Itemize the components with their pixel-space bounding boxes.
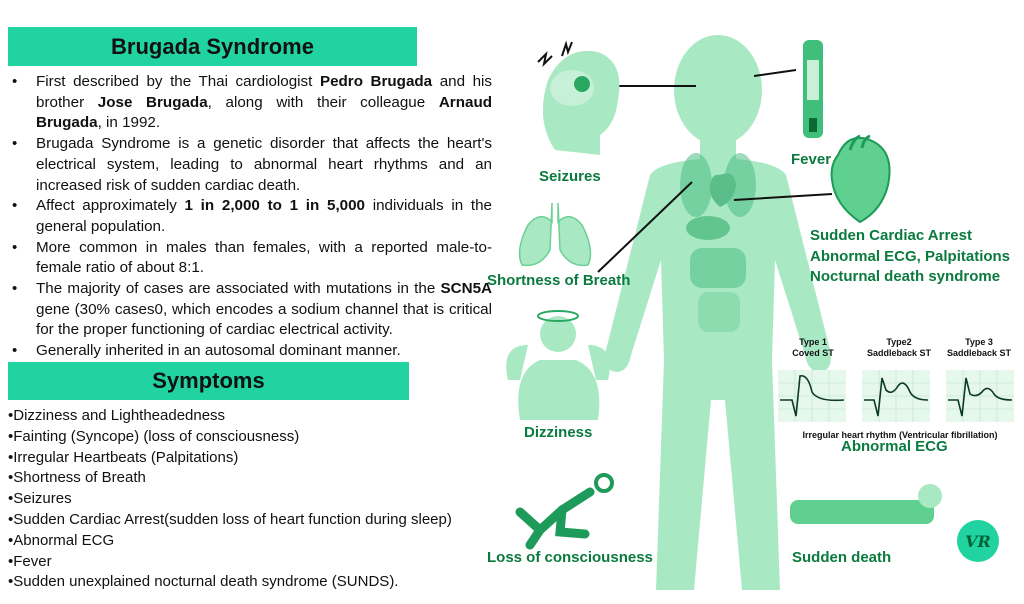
- intro-item: • Affect approximately 1 in 2,000 to 1 in 5,000 individuals in the general population.: [10, 196, 492, 237]
- irregular-rhythm-caption: Irregular heart rhythm (Ventricular fibrillation): [802, 430, 998, 440]
- symptom-item: •Fainting (Syncope) (loss of consciousness): [8, 427, 300, 445]
- intro-item: • Brugada Syndrome is a genetic disorder that affects the heart's electrical system, leading to abnormal heart rhythms and an increased risk of sudden cardiac death.: [10, 134, 492, 196]
- dizzy-person-icon: [506, 311, 610, 420]
- symptom-item: •Abnormal ECG: [8, 531, 115, 549]
- symptoms-title: Symptoms: [152, 368, 265, 393]
- page-title: Brugada Syndrome: [111, 33, 314, 59]
- label-sudden-death: Sudden death: [792, 549, 892, 566]
- intro-item: • Generally inherited in an autosomal dominant manner.: [10, 341, 492, 362]
- thermometer-icon: [803, 40, 823, 138]
- lying-person-icon: [790, 484, 942, 524]
- label-shortness-of-breath: Shortness of Breath: [487, 272, 631, 289]
- symptoms-banner: [8, 362, 409, 400]
- symptom-item: •Shortness of Breath: [8, 469, 146, 487]
- vr-logo: VR: [957, 520, 999, 562]
- symptom-item: •Dizziness and Lightheadedness: [8, 407, 226, 424]
- label-loss-of-consciousness: Loss of consciousness: [487, 549, 653, 566]
- intro-list: [10, 72, 492, 362]
- label-abnormal-ecg-palpitations: Abnormal ECG, Palpitations: [810, 248, 1011, 265]
- illustration: [480, 0, 1024, 604]
- lungs-icon: [520, 203, 591, 265]
- label-seizures: Seizures: [539, 168, 601, 185]
- label-fever: Fever: [791, 151, 832, 168]
- symptom-item: •Sudden unexplained nocturnal death syndrome (SUNDS).: [8, 573, 399, 591]
- symptom-item: •Irregular Heartbeats (Palpitations): [8, 448, 239, 466]
- label-nocturnal-death: Nocturnal death syndrome: [810, 268, 1001, 285]
- label-dizziness: Dizziness: [524, 424, 593, 441]
- heart-icon: [832, 136, 890, 222]
- ecg-trace-type2-icon: [862, 370, 930, 422]
- intro-item: • First described by the Thai cardiologist Pedro Brugada and his brother Jose Brugada, along with their colleague Arnaud Brugada, in 1992.: [10, 72, 492, 134]
- ecg-type2-label: Type2 Saddleback ST: [866, 337, 932, 358]
- ecg-trace-type1-icon: [778, 370, 846, 422]
- intro-item: • The majority of cases are associated with mutations in the SCN5A gene (30% cases0, which encodes a sodium channel that is critical for the proper functioning of cardiac electrical activity.: [10, 279, 492, 341]
- ecg-type1-label: Type 1 Coved ST: [792, 337, 834, 358]
- symptom-item: •Fever: [8, 552, 52, 570]
- falling-person-icon: [520, 475, 612, 545]
- title-banner: [8, 27, 417, 66]
- ecg-type3-label: Type 3 Saddleback ST: [946, 337, 1012, 358]
- symptoms-list: [8, 406, 498, 593]
- label-abnormal-ecg: Abnormal ECG: [841, 438, 948, 455]
- ecg-trace-type3-icon: [946, 370, 1014, 422]
- intro-item: • More common in males than females, with a reported male-to-female ratio of about 8:1.: [10, 238, 492, 279]
- seizures-head-icon: [538, 42, 619, 155]
- label-cardiac-arrest: Sudden Cardiac Arrest: [810, 227, 972, 244]
- symptom-item: •Seizures: [8, 490, 72, 508]
- symptom-item: •Sudden Cardiac Arrest(sudden loss of heart function during sleep): [8, 510, 452, 528]
